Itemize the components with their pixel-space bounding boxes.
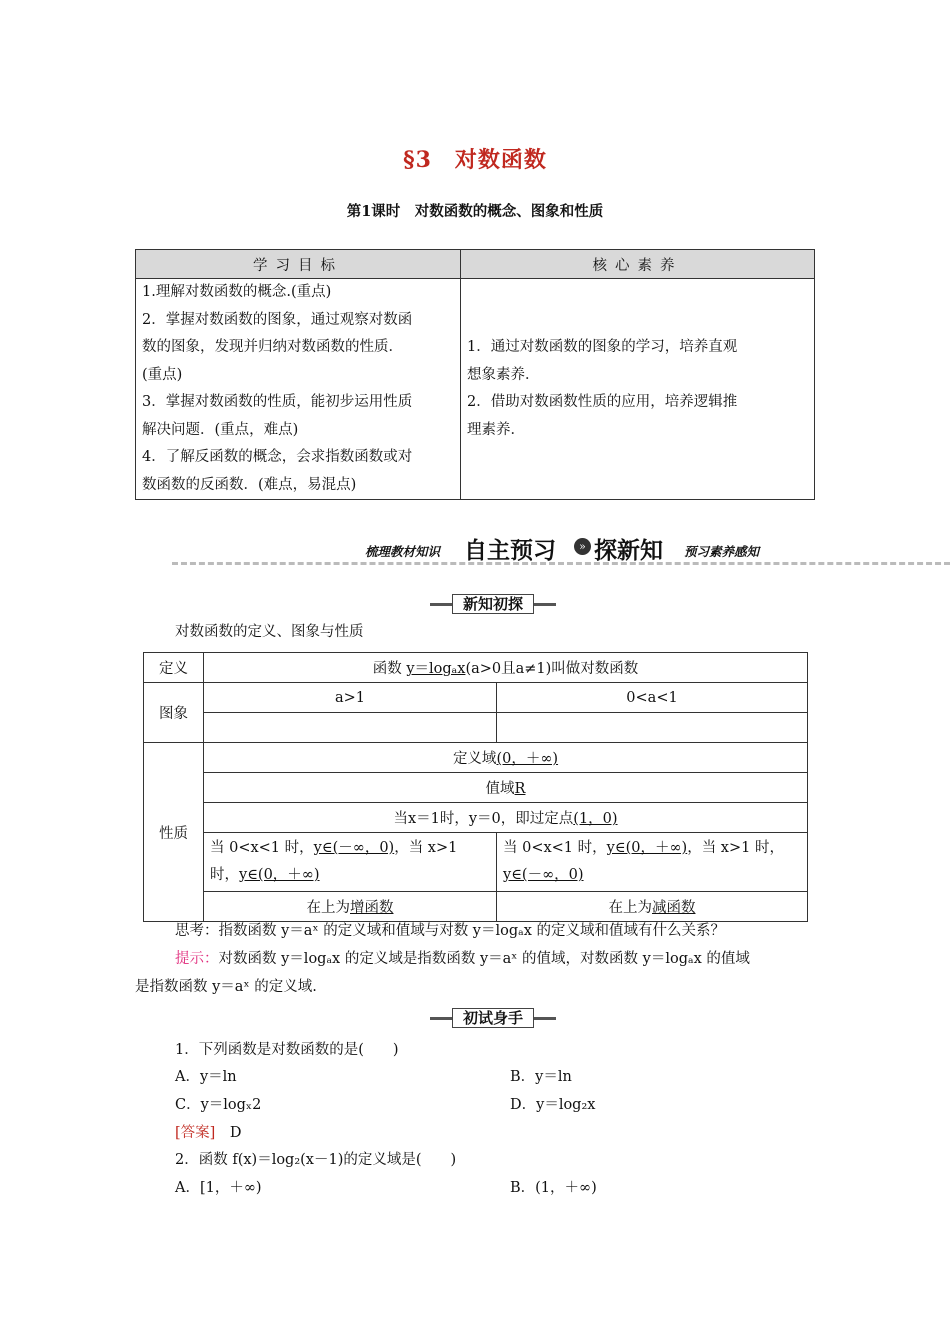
q1-option-d: D．y＝log₂x bbox=[510, 1097, 596, 1113]
hint-label: 提示： bbox=[175, 951, 219, 967]
literacy-line: 想象素养． bbox=[467, 366, 540, 383]
goal-line: 1.理解对数函数的概念.(重点) bbox=[142, 284, 332, 300]
tag-label: 新知初探 bbox=[452, 594, 534, 614]
tag-label: 初试身手 bbox=[452, 1008, 534, 1028]
graph-cell-right bbox=[497, 713, 808, 743]
range-cell: 值域R bbox=[204, 773, 808, 803]
lesson-subtitle: 第1课时 对数函数的概念、图象和性质 bbox=[346, 203, 604, 220]
graph-cell-left bbox=[204, 713, 497, 743]
banner-left-caption: 梳理教材知识 bbox=[365, 544, 441, 559]
goal-line: 3．掌握对数函数的性质，能初步运用性质 bbox=[142, 394, 413, 410]
banner-title-left: 自主预习 bbox=[464, 538, 556, 564]
hint-line-2: 是指数函数 y＝aˣ 的定义域. bbox=[135, 979, 317, 995]
banner-title-right: 探新知 bbox=[594, 538, 663, 564]
row-label-properties: 性质 bbox=[144, 743, 204, 922]
goal-line: 数函数的反函数．(难点，易混点) bbox=[142, 476, 357, 493]
goal-line: 2．掌握对数函数的图象，通过观察对数函 bbox=[142, 311, 413, 328]
banner-dashed-line bbox=[172, 562, 950, 565]
goal-line: 4．了解反函数的概念，会求指数函数或对 bbox=[142, 449, 413, 465]
goal-line: (重点) bbox=[142, 366, 183, 383]
section-tag-new-knowledge bbox=[430, 594, 556, 614]
case-a-greater-1: a>1 bbox=[204, 683, 497, 713]
monotonic-cell-right: 在上为减函数 bbox=[497, 892, 808, 922]
literacy-line: 2．借助对数函数性质的应用，培养逻辑推 bbox=[467, 394, 738, 410]
fixed-point-cell: 当x＝1时，y＝0，即过定点(1，0) bbox=[204, 803, 808, 833]
monotonic-cell-left: 在上为增函数 bbox=[204, 892, 497, 922]
arrow-circle-icon: » bbox=[574, 538, 591, 555]
think-question: 思考：指数函数 y＝aˣ 的定义域和值域与对数 y＝logₐx 的定义域和值域有什么关系？ bbox=[175, 923, 726, 939]
q2-stem: 2．函数 f(x)＝log₂(x－1)的定义域是( ) bbox=[175, 1152, 457, 1168]
q1-answer bbox=[175, 1119, 855, 1147]
sign-cell-right: 当 0<x<1 时，y∈(0，＋∞)，当 x>1 时，y∈(－∞，0) bbox=[497, 833, 808, 892]
page-title: §3 对数函数 bbox=[403, 147, 547, 173]
q2-option-a: A．[1，＋∞) bbox=[175, 1180, 262, 1196]
answer-value: D bbox=[229, 1125, 242, 1141]
goals-table bbox=[135, 249, 815, 500]
definition-cell: 函数 y＝logₐx(a>0且a≠1)叫做对数函数 bbox=[204, 653, 808, 683]
row-label-graph: 图象 bbox=[144, 683, 204, 743]
literacy-line: 1．通过对数函数的图象的学习，培养直观 bbox=[467, 339, 738, 355]
answer-label: [答案] bbox=[175, 1125, 216, 1141]
section-tag-try bbox=[430, 1008, 556, 1028]
goal-line: 数的图象，发现并归纳对数函数的性质． bbox=[142, 339, 403, 355]
q2-option-b: B．(1，＋∞) bbox=[510, 1180, 597, 1196]
q1-option-b: B．y＝ln bbox=[510, 1069, 572, 1085]
sign-cell-left: 当 0<x<1 时，y∈(－∞，0)，当 x>1 时，y∈(0，＋∞) bbox=[204, 833, 497, 892]
row-label-definition: 定义 bbox=[144, 653, 204, 683]
table-intro: 对数函数的定义、图象与性质 bbox=[175, 624, 364, 640]
hint-line-1: 提示：对数函数 y＝logₐx 的定义域是指数函数 y＝aˣ 的值域，对数函数 y＝logₐx 的值域 bbox=[175, 951, 750, 967]
q1-stem: 1．下列函数是对数函数的是( ) bbox=[175, 1042, 399, 1058]
q1-option-c: C．y＝logₓ2 bbox=[175, 1097, 262, 1113]
domain-cell: 定义域(0，＋∞) bbox=[204, 743, 808, 773]
literacy-line: 理素养． bbox=[467, 421, 525, 438]
goal-line: 解决问题．(重点，难点) bbox=[142, 421, 299, 438]
goals-header-right: 核心素养 bbox=[461, 250, 815, 279]
q1-option-a: A．y＝ln bbox=[175, 1069, 237, 1085]
goals-right-cell bbox=[461, 279, 815, 500]
case-a-between-0-1: 0<a<1 bbox=[497, 683, 808, 713]
banner-right-caption: 预习素养感知 bbox=[684, 544, 760, 559]
definition-function: y＝logₐx bbox=[406, 661, 466, 677]
properties-table bbox=[143, 652, 808, 922]
goals-header-left: 学习目标 bbox=[136, 250, 461, 279]
section-banner bbox=[172, 532, 950, 568]
goals-left-cell bbox=[136, 279, 461, 500]
